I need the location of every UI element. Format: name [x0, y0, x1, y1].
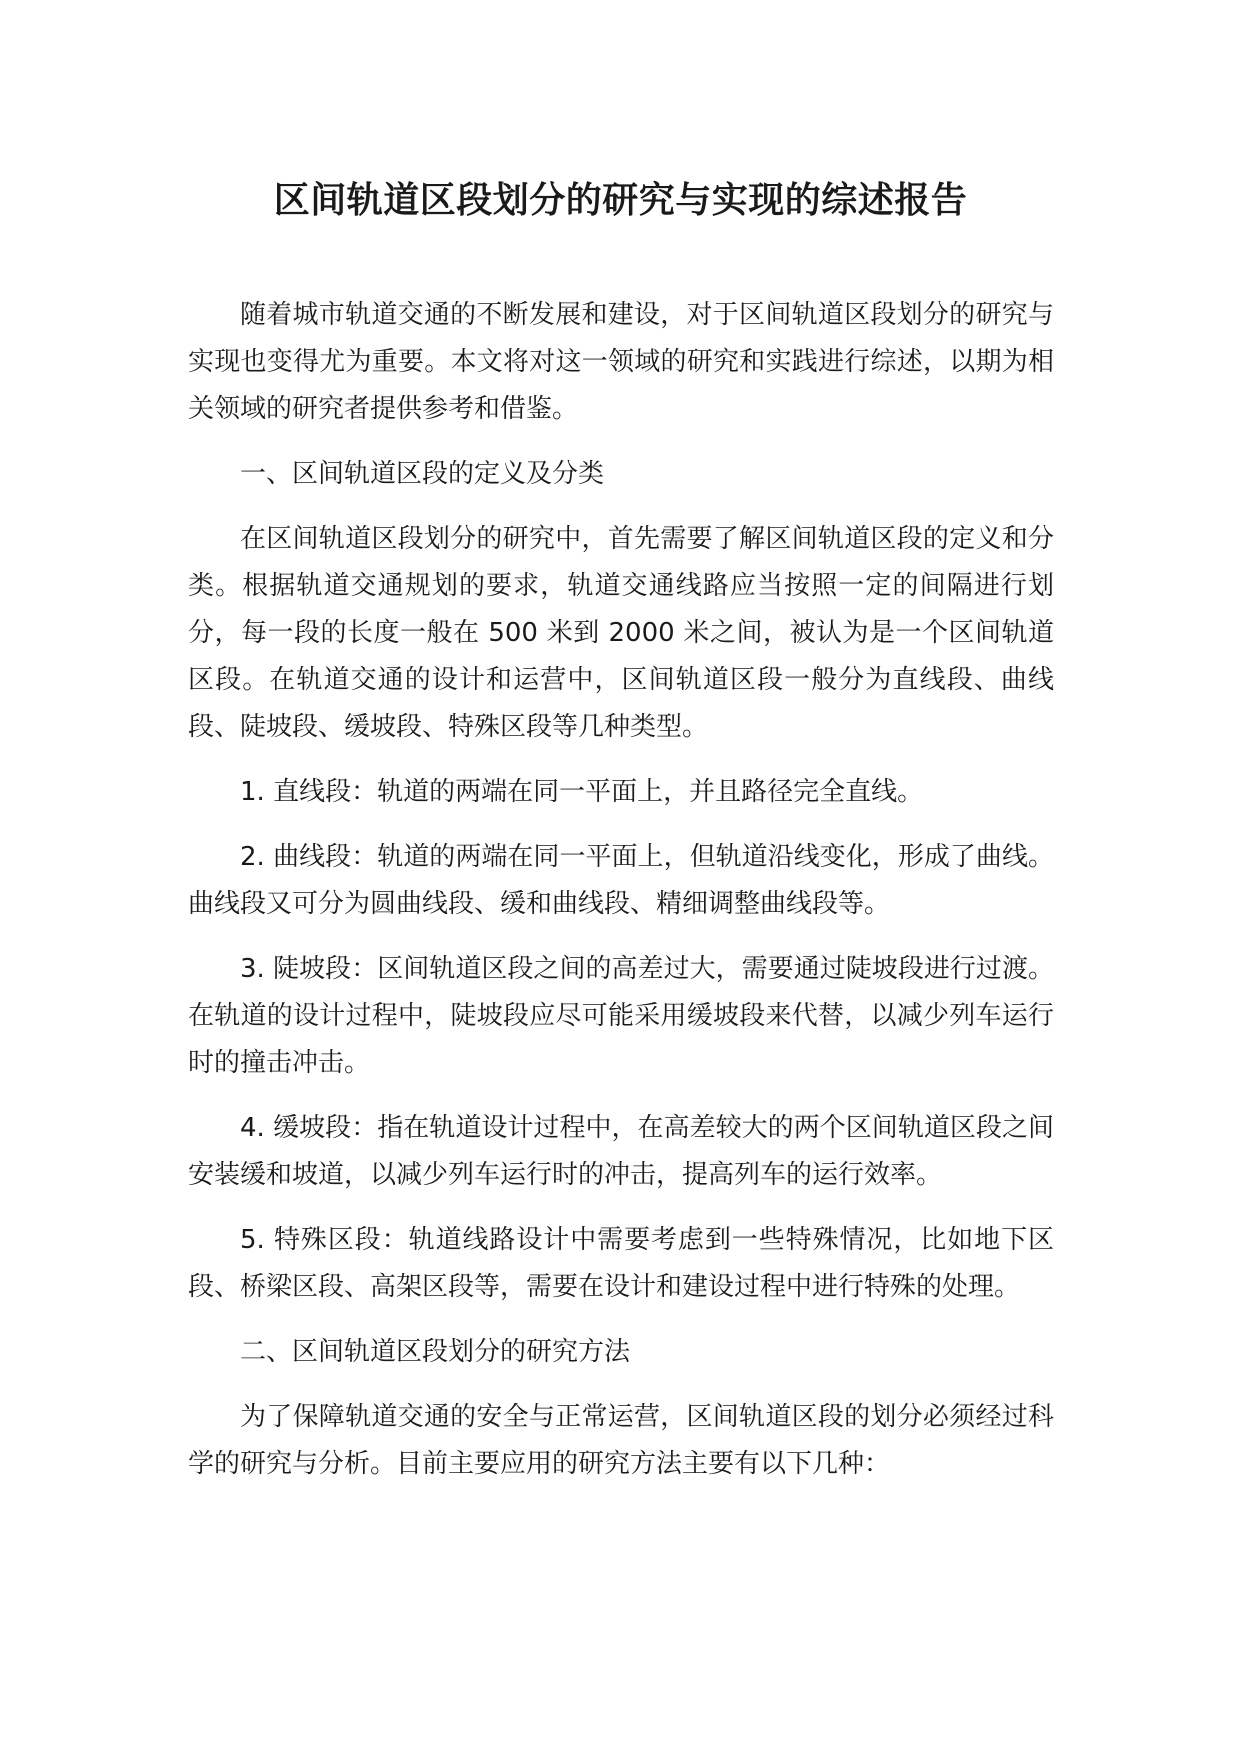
methods-paragraph: 为了保障轨道交通的安全与正常运营，区间轨道区段的划分必须经过科学的研究与分析。目前主要应用的研究方法主要有以下几种：	[188, 1402, 1054, 1479]
intro-paragraph: 随着城市轨道交通的不断发展和建设，对于区间轨道区段划分的研究与实现也变得尤为重要。本文将对这一领域的研究和实践进行综述，以期为相关领域的研究者提供参考和借鉴。	[188, 300, 1054, 424]
list-item-gentle-slope: 4. 缓坡段：指在轨道设计过程中，在高差较大的两个区间轨道区段之间安装缓和坡道，以减少列车运行时的冲击，提高列车的运行效率。	[188, 1113, 1054, 1190]
list-item-special: 5. 特殊区段：轨道线路设计中需要考虑到一些特殊情况，比如地下区段、桥梁区段、高架区段等，需要在设计和建设过程中进行特殊的处理。	[188, 1225, 1054, 1302]
document-body	[188, 292, 1054, 1506]
document-title: 区间轨道区段划分的研究与实现的综述报告	[273, 180, 968, 221]
list-item-steep-slope: 3. 陡坡段：区间轨道区段之间的高差过大，需要通过陡坡段进行过渡。在轨道的设计过程中，陡坡段应尽可能采用缓坡段来代替，以减少列车运行时的撞击冲击。	[188, 954, 1054, 1078]
list-item-straight: 1. 直线段：轨道的两端在同一平面上，并且路径完全直线。	[240, 777, 924, 807]
list-item-curve: 2. 曲线段：轨道的两端在同一平面上，但轨道沿线变化，形成了曲线。曲线段又可分为圆曲线段、缓和曲线段、精细调整曲线段等。	[188, 842, 1054, 919]
section-heading-1: 一、区间轨道区段的定义及分类	[240, 459, 605, 489]
section-heading-2: 二、区间轨道区段划分的研究方法	[240, 1337, 631, 1367]
definition-paragraph: 在区间轨道区段划分的研究中，首先需要了解区间轨道区段的定义和分类。根据轨道交通规划的要求，轨道交通线路应当按照一定的间隔进行划分，每一段的长度一般在 500 米到 2000 米之间，被认为是一个区间轨道区段。在轨道交通的设计和运营中，区间轨道区段一般分为直线段、曲线段、陡坡段、缓坡段、特殊区段等几种类型。	[188, 524, 1054, 742]
